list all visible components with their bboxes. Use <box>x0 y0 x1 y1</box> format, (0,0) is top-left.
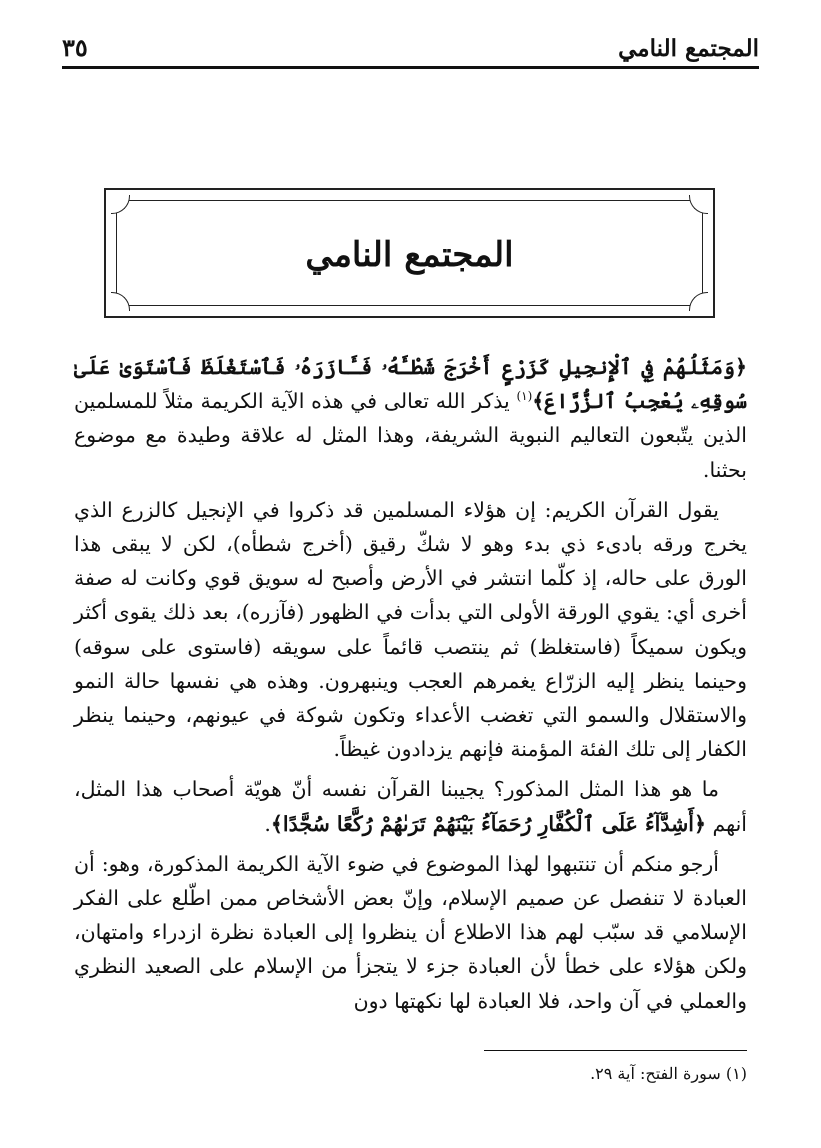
chapter-title-frame <box>104 188 715 318</box>
chapter-title: المجتمع النامي <box>305 235 514 275</box>
chapter-title-inner-frame <box>116 200 703 306</box>
footnote-reference: (١) <box>516 389 533 404</box>
footnote-divider <box>484 1050 747 1051</box>
paragraph-text: ما هو هذا المثل المذكور؟ يجيبنا القرآن نفسه أنّ هويّة أصحاب هذا المثل، أنهم <box>74 777 747 836</box>
frame-corner-ornament <box>111 195 130 214</box>
body-text <box>74 350 747 1024</box>
quran-verse: ﴿وَمَثَلُهُمْ فِي ٱلْإِنجِيلِ كَزَرْعٍ أَخْرَجَ شَطْـَٔهُۥ فَـَٔازَرَهُۥ فَٱسْتَغْلَظَ فَٱسْتَوَىٰ عَلَىٰ سُوقِهِۦ يُعْجِبُ ٱلزُّرَّاعَ﴾ <box>74 355 747 414</box>
running-header <box>62 22 759 69</box>
quran-verse: ﴿أَشِدَّآءُ عَلَى ٱلْكُفَّارِ رُحَمَآءُ بَيْنَهُمْ تَرَىٰهُمْ رُكَّعًا سُجَّدًا﴾ <box>270 811 706 836</box>
frame-corner-ornament <box>689 195 708 214</box>
page-number: ٣٥ <box>62 33 88 62</box>
paragraph-1 <box>74 350 747 487</box>
paragraph-text: أرجو منكم أن تنتبهوا لهذا الموضوع في ضوء الآية الكريمة المذكورة، وهو: أن العبادة لا تنفصل عن صميم الإسلام، وإنّ بعض الأشخاص ممن اطّلع على الفكر الإسلامي قد سبّب لهم هذا الاطلاع أن ينظروا إلى العبادة نظرة ازدراء وامتهان، ولكن هؤلاء على خطأ لأن العبادة جزء لا يتجزأ من الإسلام على الصعيد النظري والعملي في آن واحد، فلا العبادة لها نكهتها دون <box>74 851 747 1013</box>
paragraph-text: يذكر الله تعالى في هذه الآية الكريمة مثلاً للمسلمين الذين يتّبعون التعاليم النبوية الشريفة، وهذا المثل له علاقة وطيدة مع موضوع بحثنا. <box>74 389 747 482</box>
paragraph-4 <box>74 847 747 1018</box>
footnote: (١) سورة الفتح: آية ٢٩. <box>590 1064 747 1083</box>
running-title: المجتمع النامي <box>618 35 759 62</box>
paragraph-text: يقول القرآن الكريم: إن هؤلاء المسلمين قد ذكروا في الإنجيل كالزرع الذي يخرج ورقه بادىء ذي بدء وهو لا شكّ رقيق (أخرج شطأه)، لكن لا يبقى هذا الورق على حاله، إذ كلّما انتشر في الأرض وأصبح له سويق قوي وكانت له صفة أخرى أي: يقوي الورقة الأولى التي بدأت في الظهور (فآزره)، بعد ذلك يقوى أكثر ويكون سميكاً (فاستغلظ) ثم ينتصب قائماً على سويقه (فاستوى على سوقه) وحينما ينظر إليه الزرّاع يغمرهم العجب وينبهرون. وهذه هي نفسها حالة النمو والاستقلال والسمو التي تغضب الأعداء وتكون شوكة في عيونهم، وحينما ينظر الكفار إلى تلك الفئة المؤمنة فإنهم يزدادون غيظاً. <box>74 497 747 762</box>
frame-corner-ornament <box>689 292 708 311</box>
paragraph-3 <box>74 772 747 840</box>
paragraph-tail: . <box>264 811 271 836</box>
frame-corner-ornament <box>111 292 130 311</box>
paragraph-2 <box>74 493 747 767</box>
